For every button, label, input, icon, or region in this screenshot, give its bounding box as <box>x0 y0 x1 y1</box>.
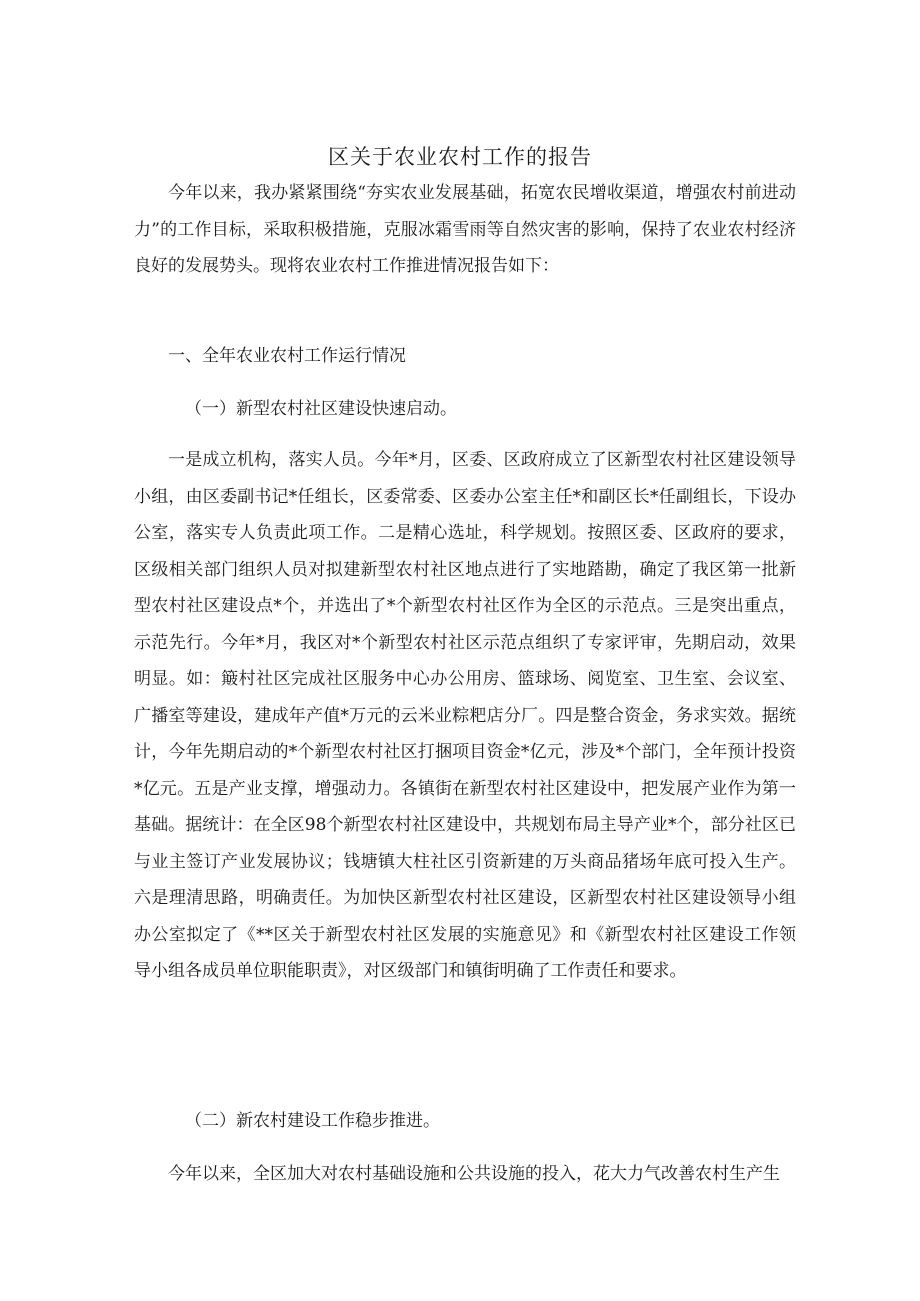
document-title: 区关于农业农村工作的报告 <box>328 145 592 169</box>
subsection-1-body: 一是成立机构，落实人员。今年*月，区委、区政府成立了区新型农村社区建设领导小组，由区委副书记*任组长，区委常委、区委办公室主任*和副区长*任副组长，下设办公室，落实专人负责此项工作。二是精心选址，科学规划。按照区委、区政府的要求，区级相关部门组织人员对拟建新型农村社区地点进行了实地踏勘，确定了我区第一批新型农村社区建设点*个，并选出了*个新型农村社区作为全区的示范点。三是突出重点，示范先行。今年*月，我区对*个新型农村社区示范点组织了专家评审，先期启动，效果明显。如：簸村社区完成社区服务中心办公用房、篮球场、阅览室、卫生室、会议室、广播室等建设，建成年产值*万元的云米业粽粑店分厂。四是整合资金，务求实效。据统计，今年先期启动的*个新型农村社区打捆项目资金*亿元，涉及*个部门，全年预计投资*亿元。五是产业支撑，增强动力。各镇街在新型农村社区建设中，把发展产业作为第一基础。据统计：在全区98个新型农村社区建设中，共规划布局主导产业*个，部分社区已与业主签订产业发展协议；钱塘镇大柱社区引资新建的万头商品猪场年底可投入生产。六是理清思路，明确责任。为加快区新型农村社区建设，区新型农村社区建设领导小组办公室拟定了《**区关于新型农村社区发展的实施意见》和《新型农村社区建设工作领导小组各成员单位职能职责》，对区级部门和镇街明确了工作责任和要求。 <box>134 450 796 981</box>
intro-paragraph: 今年以来，我办紧紧围绕“夯实农业发展基础，拓宽农民增收渠道，增强农村前进动力”的工作目标，采取积极措施，克服冰霜雪雨等自然灾害的影响，保持了农业农村经济良好的发展势头。现将农业农村工作推进情况报告如下： <box>134 183 796 276</box>
subsection-2-body: 今年以来，全区加大对农村基础设施和公共设施的投入，花大力气改善农村生产生 <box>168 1164 780 1184</box>
subsection-heading-2: （二）新农村建设工作稳步推进。 <box>185 1111 440 1131</box>
section-heading-1: 一、全年农业农村工作运行情况 <box>168 346 406 366</box>
subsection-heading-1: （一）新型农村社区建设快速启动。 <box>185 399 457 419</box>
